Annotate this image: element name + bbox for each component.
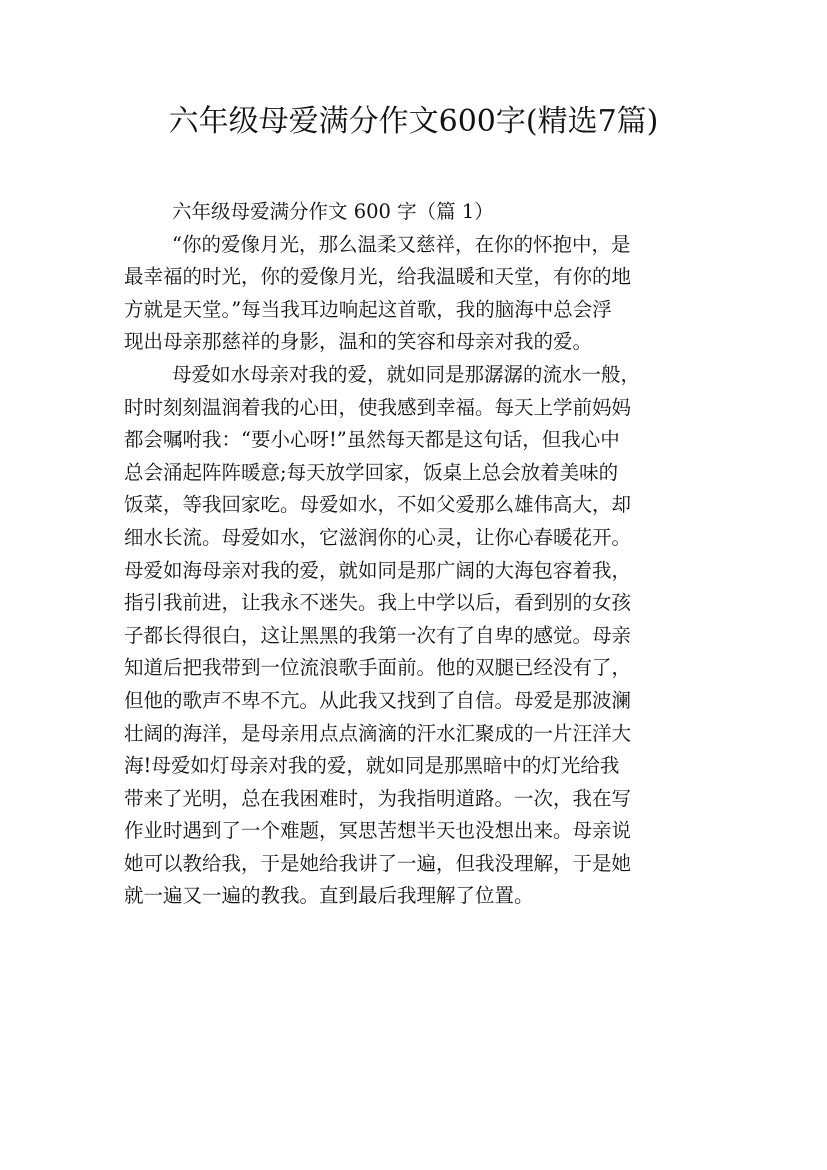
paragraph-line: 饭菜，等我回家吃。母爱如水，不如父爱那么雄伟高大，却	[124, 493, 632, 517]
paragraph-line: 细水长流。母爱如水，它滋润你的心灵，让你心春暖花开。	[124, 525, 632, 549]
paragraph-line: 但他的歌声不卑不亢。从此我又找到了自信。母爱是那波澜	[124, 688, 632, 712]
paragraph-line: 方就是天堂。”每当我耳边响起这首歌，我的脑海中总会浮	[124, 297, 612, 321]
document-body	[124, 196, 716, 913]
paragraph-line: “你的爱像月光，那么温柔又慈祥，在你的怀抱中，是	[172, 232, 631, 256]
paragraph-line: 总会涌起阵阵暖意;每天放学回家，饭桌上总会放着美味的	[124, 460, 619, 484]
document-title: 六年级母爱满分作文600字(精选7篇)	[168, 104, 659, 139]
paragraph-line: 现出母亲那慈祥的身影，温和的笑容和母亲对我的爱。	[124, 330, 593, 354]
paragraph-line: 作业时遇到了一个难题，冥思苦想半天也没想出来。母亲说	[124, 819, 632, 843]
paragraph-line: 就一遍又一遍的教我。直到最后我理解了位置。	[124, 884, 534, 908]
paragraph-line: 壮阔的海洋，是母亲用点点滴滴的汗水汇聚成的一片汪洋大	[124, 721, 632, 745]
paragraph-line: 海!母爱如灯母亲对我的爱，就如同是那黑暗中的灯光给我	[124, 754, 620, 778]
paragraph-line: 她可以教给我，于是她给我讲了一遍，但我没理解，于是她	[124, 851, 632, 875]
section-heading: 六年级母爱满分作文 600 字（篇 1）	[172, 200, 494, 223]
paragraph-line: 都会嘱咐我：“要小心呀!”虽然每天都是这句话，但我心中	[124, 428, 620, 452]
paragraph-line: 带来了光明，总在我困难时，为我指明道路。一次，我在写	[124, 786, 632, 810]
paragraph-line: 时时刻刻温润着我的心田，使我感到幸福。每天上学前妈妈	[124, 395, 632, 419]
paragraph-line: 知道后把我带到一位流浪歌手面前。他的双腿已经没有了，	[124, 656, 632, 680]
paragraph-line: 母爱如海母亲对我的爱，就如同是那广阔的大海包容着我，	[124, 558, 632, 582]
paragraph-line: 母爱如水母亲对我的爱，就如同是那潺潺的流水一般，	[172, 362, 641, 386]
paragraph-line: 最幸福的时光，你的爱像月光，给我温暖和天堂，有你的地	[124, 265, 632, 289]
paragraph-line: 指引我前进，让我永不迷失。我上中学以后，看到别的女孩	[124, 591, 632, 615]
paragraph-line: 子都长得很白，这让黑黑的我第一次有了自卑的感觉。母亲	[124, 623, 632, 647]
